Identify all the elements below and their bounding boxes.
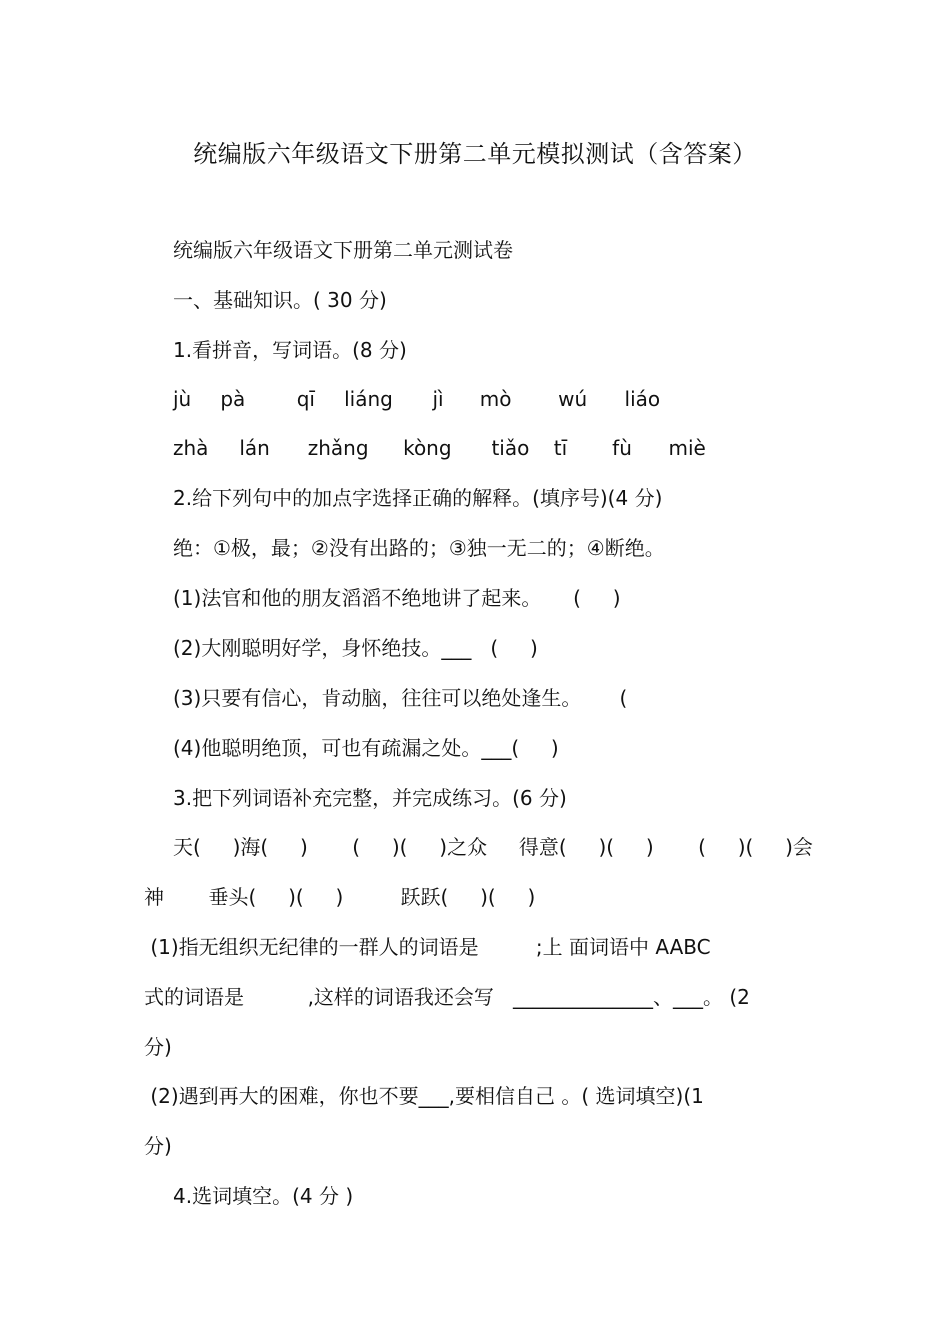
question-3-words-line-1: 天( )海( ) ( )( )之众 得意( )( ) ( )( )会 bbox=[173, 835, 813, 859]
section-heading-basics: 一、基础知识。( 30 分) bbox=[173, 288, 387, 312]
pinyin-syllable: zhà bbox=[173, 436, 209, 460]
pinyin-syllable: tiǎo bbox=[491, 436, 530, 460]
pinyin-syllable: jì bbox=[432, 387, 444, 411]
pinyin-syllable: fù bbox=[612, 436, 632, 460]
pinyin-syllable: liáo bbox=[624, 387, 661, 411]
pinyin-syllable: wú bbox=[558, 387, 588, 411]
pinyin-row-2 bbox=[173, 434, 706, 462]
pinyin-syllable: mò bbox=[479, 387, 512, 411]
exam-subtitle: 统编版六年级语文下册第二单元测试卷 bbox=[173, 238, 513, 262]
question-2-item-1: (1)法官和他的朋友滔滔不绝地讲了起来。 ( ) bbox=[173, 586, 621, 610]
pinyin-syllable: qī bbox=[296, 387, 315, 411]
pinyin-row-1 bbox=[173, 385, 660, 413]
question-2-item-2: (2)大刚聪明好学，身怀绝技。___ ( ) bbox=[173, 636, 538, 660]
question-4-heading: 4.选词填空。(4 分 ) bbox=[173, 1184, 354, 1208]
question-2-heading: 2.给下列句中的加点字选择正确的解释。(填序号)(4 分) bbox=[173, 486, 663, 510]
question-2-item-3: (3)只要有信心，肯动脑，往往可以绝处逢生。 ( bbox=[173, 686, 628, 710]
question-2-item-4: (4)他聪明绝顶，可也有疏漏之处。___( ) bbox=[173, 736, 559, 760]
question-3-sub-2-line-1: (2)遇到再大的困难，你也不要___,要相信自己 。( 选词填空)(1 bbox=[144, 1084, 704, 1108]
document-title: 统编版六年级语文下册第二单元模拟测试（含答案） bbox=[193, 140, 757, 168]
pinyin-syllable: pà bbox=[220, 387, 246, 411]
question-3-sub-1-line-1: (1)指无组织无纪律的一群人的词语是 ;上 面词语中 AABC bbox=[144, 935, 711, 959]
question-1-heading: 1.看拼音，写词语。(8 分) bbox=[173, 338, 407, 362]
pinyin-syllable: kòng bbox=[403, 436, 452, 460]
pinyin-syllable: miè bbox=[668, 436, 706, 460]
pinyin-syllable: lán bbox=[239, 436, 270, 460]
question-3-sub-1-line-2: 式的词语是 ,这样的词语我还会写 ______________、___。 (2 bbox=[144, 985, 750, 1009]
pinyin-syllable: zhǎng bbox=[307, 436, 369, 460]
question-3-words-line-2: 神 垂头( )( ) 跃跃( )( ) bbox=[144, 885, 536, 909]
pinyin-syllable: liáng bbox=[344, 387, 393, 411]
pinyin-syllable: jù bbox=[173, 387, 192, 411]
pinyin-syllable: tī bbox=[553, 436, 568, 460]
question-2-options: 绝：①极，最；②没有出路的；③独一无二的；④断绝。 bbox=[173, 536, 665, 560]
question-3-sub-1-line-3: 分) bbox=[144, 1035, 172, 1059]
question-3-heading: 3.把下列词语补充完整，并完成练习。(6 分) bbox=[173, 786, 567, 810]
question-3-sub-2-line-2: 分) bbox=[144, 1134, 172, 1158]
